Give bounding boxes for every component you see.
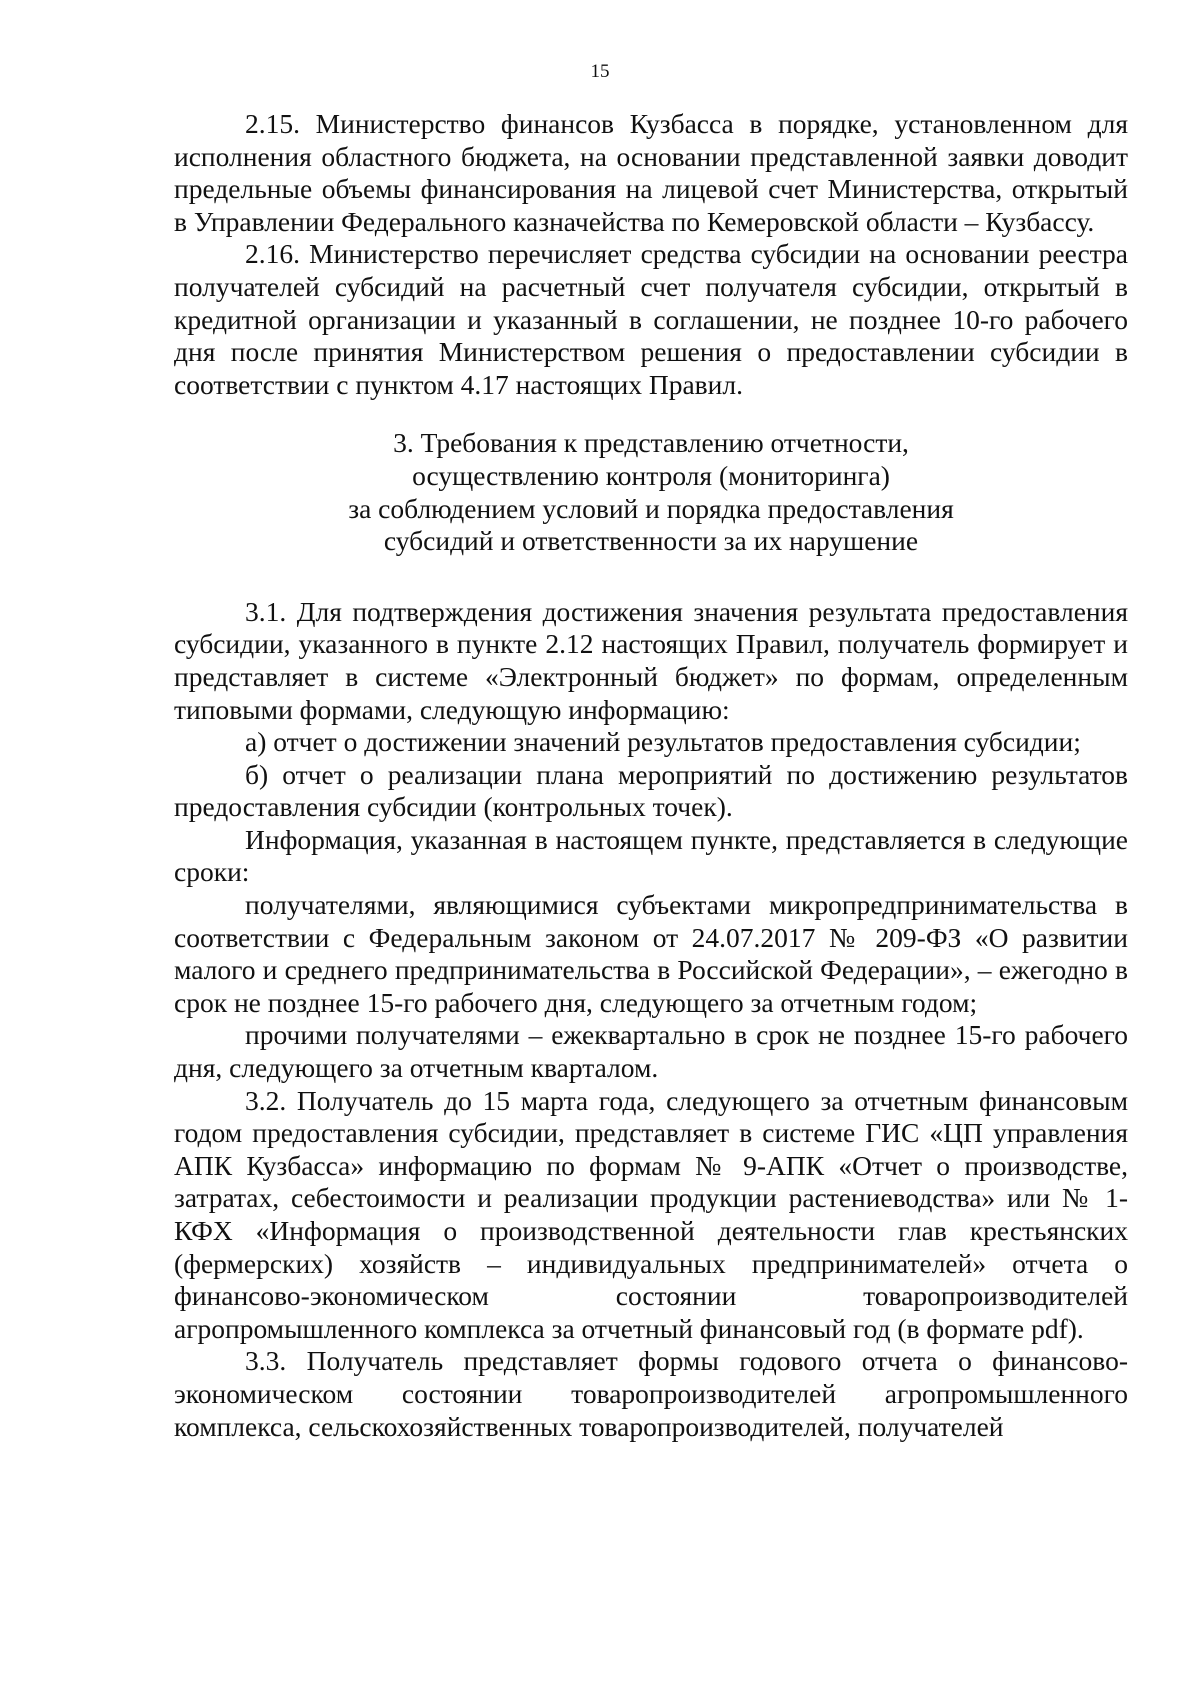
- section-heading: [174, 427, 1128, 557]
- paragraph-3-1-b: б) отчет о реализации плана мероприятий по достижению результатов предоставления субсидии (контрольных точек).: [174, 758, 1128, 823]
- section-heading-line: 3. Требования к представлению отчетности,: [393, 427, 909, 459]
- paragraph-micro-entrepreneurs: получателями, являющимися субъектами микропредпринимательства в соответствии с Федеральным законом от 24.07.2017 № 209-ФЗ «О развитии малого и среднего предпринимательства в Российской Федерации», – ежегодно в срок не позднее 15-го рабочего дня, следующего за отчетным годом;: [174, 889, 1128, 1018]
- section-heading-line: субсидий и ответственности за их нарушение: [383, 525, 919, 557]
- section-heading-line: за соблюдением условий и порядка предоставления: [348, 492, 954, 524]
- document-body: [174, 108, 1128, 1443]
- paragraph-3-1: 3.1. Для подтверждения достижения значения результата предоставления субсидии, указанного в пункте 2.12 настоящих Правил, получатель формирует и представляет в системе «Электронный бюджет» по формам, определенным типовыми формами, следующую информацию:: [174, 595, 1128, 725]
- paragraph-3-2: 3.2. Получатель до 15 марта года, следующего за отчетным финансовым годом предоставления субсидии, представляет в системе ГИС «ЦП управления АПК Кузбасса» информацию по формам № 9-АПК «Отчет о производстве, затратах, себестоимости и реализации продукции растениеводства» или № 1-КФХ «Информация о производственной деятельности глав крестьянских (фермерских) хозяйств – индивидуальных предпринимателей» отчета о финансово-экономическом состоянии товаропроизводителей агропромышленного комплекса за отчетный финансовый год (в формате pdf).: [174, 1084, 1128, 1344]
- paragraph-3-3: 3.3. Получатель представляет формы годового отчета о финансово-экономическом состоянии товаропроизводителей агропромышленного комплекса, сельскохозяйственных товаропроизводителей, получателей: [174, 1345, 1128, 1442]
- section-heading-line: осуществлению контроля (мониторинга): [412, 459, 890, 491]
- paragraph-3-1-a: а) отчет о достижении значений результатов предоставления субсидии;: [245, 726, 1081, 758]
- paragraph-2-16: 2.16. Министерство перечисляет средства субсидии на основании реестра получателей субсидий на расчетный счет получателя субсидии, открытый в кредитной организации и указанный в соглашении, не позднее 10-го рабочего дня после принятия Министерством решения о предоставлении субсидии в соответствии с пунктом 4.17 настоящих Правил.: [174, 238, 1128, 400]
- paragraph-2-15: 2.15. Министерство финансов Кузбасса в порядке, установленном для исполнения областного бюджета, на основании представленной заявки доводит предельные объемы финансирования на лицевой счет Министерства, открытый в Управлении Федерального казначейства по Кемеровской области – Кузбассу.: [174, 108, 1128, 237]
- paragraph-deadlines: Информация, указанная в настоящем пункте, представляется в следующие сроки:: [174, 823, 1128, 888]
- paragraph-other-recipients: прочими получателями – ежеквартально в срок не позднее 15-го рабочего дня, следующего за отчетным кварталом.: [174, 1019, 1128, 1084]
- page-number: 15: [590, 61, 610, 82]
